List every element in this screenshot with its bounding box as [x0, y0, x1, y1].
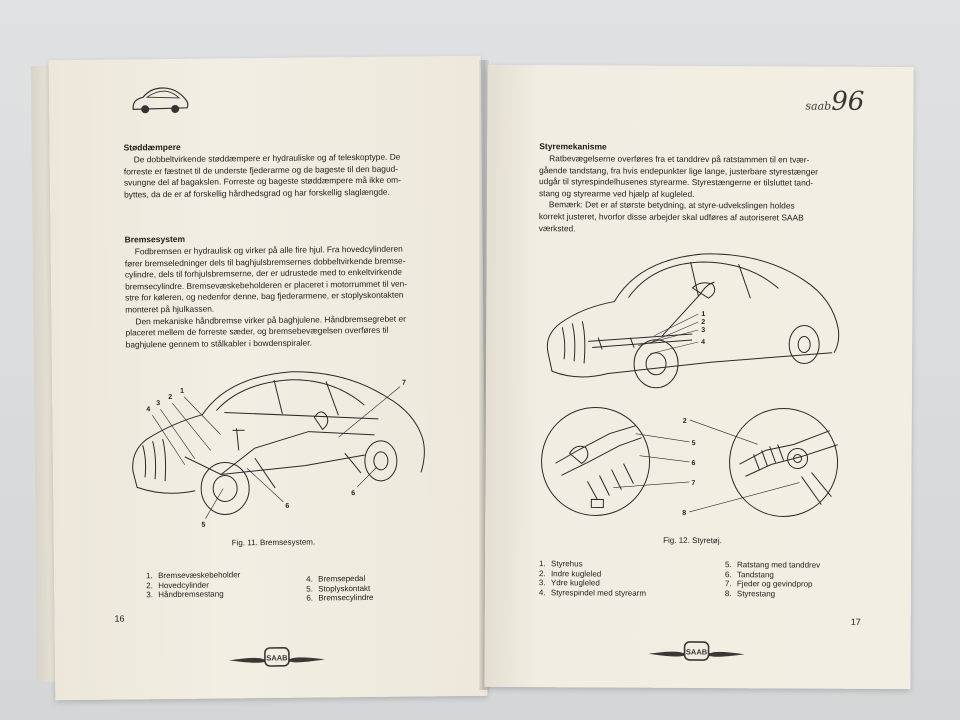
brake-system-illustration — [124, 356, 446, 529]
callout-4: 4 — [146, 406, 151, 414]
legend-number: 2. — [146, 580, 153, 590]
callout-1: 1 — [180, 387, 185, 395]
legend-number: 2. — [538, 568, 546, 578]
legend-left-col1 — [146, 570, 241, 600]
callout-2: 2 — [168, 394, 173, 402]
legend-number: 6. — [724, 569, 732, 579]
legend-item — [725, 589, 820, 599]
figure-caption-11: Fig. 11. Bremsesystem. — [231, 537, 316, 548]
text-line: forreste er fæstnet til de underste fjederarme og de bageste til den bagud- — [123, 163, 399, 177]
legend-label: Styrehus — [550, 559, 583, 569]
legend-item — [146, 589, 240, 600]
text-line: De dobbeltvirkende støddæmpere er hydrauliske og af teleskoptype. De — [133, 151, 401, 165]
legend-item — [306, 593, 373, 603]
text-line: svungne del af bagakslen. Forreste og bageste støddæmpere må ikke om- — [123, 174, 401, 188]
text-line: udgår til styrespindelhusenes styrearme. Styrestængerne er tilsluttet tand- — [538, 176, 814, 188]
text-line: Fodbremsen er hydraulisk og virker på alle fire hjul. Fra hovedcylinderen — [134, 243, 403, 257]
car-thumbnail-icon — [129, 83, 191, 118]
text-line: byttes, da de er af forskellig hårdhedsgrad og har forskellig slaglængde. — [124, 186, 390, 200]
legend-number: 7. — [724, 579, 732, 589]
text-line: korrekt justeret, hvorfor disse arbejder skal udføres af autoriseret SAAB — [538, 211, 804, 223]
emblem-text: SAAB — [685, 647, 708, 657]
text-line: placeret mellem de forreste sæder, og bremsebevægelsen overføres til — [125, 324, 389, 338]
steer-callout-4: 4 — [701, 339, 706, 347]
heading-stoddaempere: Støddæmpere — [123, 141, 181, 153]
legend-number: 4. — [538, 587, 546, 597]
text-line: Ratbevægelserne overføres fra et tanddrev på ratstammen til en tvær- — [549, 153, 810, 165]
paragraph-bremsesystem — [125, 244, 408, 351]
detail-callout-6: 6 — [691, 459, 696, 467]
text-line: Bemærk: Det er af største betydning, at styre-udvekslingen holdes — [548, 199, 795, 211]
left-page — [49, 56, 488, 700]
legend-number: 3. — [538, 578, 546, 588]
emblem-text: SAAB — [266, 653, 288, 663]
page-number-left: 16 — [114, 613, 125, 624]
legend-right-col1 — [539, 559, 646, 598]
legend-item — [725, 570, 820, 580]
callout-7: 7 — [402, 379, 407, 387]
paragraph-styremekanisme — [539, 153, 818, 236]
saab-emblem-icon — [227, 643, 327, 670]
legend-label: Fjeder og gevindprop — [736, 579, 813, 589]
text-line: Den mekaniske håndbremse virker på baghjulene. Håndbremsegrebet er — [135, 313, 406, 326]
legend-left-col2 — [306, 574, 373, 603]
figure-caption-12: Fig. 12. Styretøj. — [663, 535, 722, 546]
heading-bremsesystem: Bremsesystem — [124, 233, 186, 245]
legend-label: Bremsevæskebeholder — [158, 570, 241, 581]
legend-label: Ratstang med tanddrev — [736, 560, 821, 570]
legend-label: Indre kugleled — [550, 568, 602, 579]
text-line: bremsecylindre. Bremsevæskebeholderen er placeret i motorrummet til ven- — [124, 278, 408, 292]
legend-label: Tandstang — [736, 569, 774, 579]
text-line: monteret på hjulkassen. — [125, 303, 215, 315]
legend-label: Styrestang — [736, 588, 776, 599]
steer-callout-1: 1 — [701, 311, 706, 319]
saab-emblem-icon — [646, 638, 746, 665]
legend-item — [539, 569, 646, 579]
legend-label: Styrespindel med styrearm — [550, 588, 647, 598]
legend-label: Ydre kugleled — [550, 578, 600, 588]
legend-number: 1. — [146, 571, 153, 581]
legend-number: 4. — [306, 574, 313, 584]
page-number-right: 17 — [850, 616, 861, 627]
legend-number: 6. — [306, 593, 314, 603]
callout-5: 5 — [201, 521, 206, 529]
text-line: gående tandstang, fra hvis endepunkter lige lange, justerbare styrestænger — [539, 164, 818, 177]
legend-label: Stoplyskontakt — [318, 583, 371, 594]
steering-detail-illustration — [539, 403, 850, 535]
text-line: fører bremseledninger dels til baghjulsbremsernes dobbeltvirkende bremse- — [124, 255, 406, 269]
steer-callout-3: 3 — [701, 327, 706, 335]
legend-label: Hovedcylinder — [158, 580, 209, 590]
text-line: cylindre, dels til forhjulsbremserne, der er udrustede med to enkeltvirkende — [124, 266, 402, 280]
text-line: stang og styrearme ved hjælp af kugleled. — [538, 187, 695, 199]
detail-callout-8: 8 — [682, 509, 687, 517]
detail-callout-7: 7 — [691, 479, 696, 487]
legend-item — [539, 578, 646, 588]
heading-styremekanisme: Styremekanisme — [539, 141, 607, 152]
logo-word: saab — [805, 99, 832, 113]
legend-number: 3. — [146, 590, 153, 600]
legend-number: 8. — [724, 588, 732, 598]
legend-number: 1. — [538, 559, 546, 569]
legend-right-col2 — [725, 560, 820, 599]
legend-label: Bremsecylindre — [318, 593, 374, 603]
callout-6a: 6 — [285, 502, 290, 510]
right-page — [484, 65, 913, 689]
text-line: værksted. — [538, 222, 576, 233]
legend-item — [725, 579, 820, 589]
legend-item — [146, 570, 240, 581]
detail-callout-2: 2 — [682, 417, 687, 425]
saab-96-logo — [805, 87, 864, 117]
text-line: stre for køleren, og nedenfor denne, bag fjederarmene, er stoplyskontakten — [125, 289, 404, 303]
callout-3: 3 — [156, 400, 161, 408]
legend-number: 5. — [306, 584, 313, 594]
legend-number: 5. — [724, 560, 732, 570]
steer-callout-2: 2 — [701, 319, 706, 327]
legend-item — [725, 560, 820, 570]
legend-label: Bremsepedal — [318, 573, 366, 584]
legend-item — [539, 588, 646, 598]
legend-item — [539, 559, 646, 569]
detail-callout-5: 5 — [691, 439, 696, 447]
logo-number: 96 — [831, 86, 865, 117]
legend-label: Håndbremsestang — [158, 589, 224, 600]
callout-6b: 6 — [351, 490, 356, 498]
steering-car-illustration — [542, 243, 843, 395]
text-line: baghjulene gennem to stålkabler i bowdenspiraler. — [125, 337, 312, 350]
paragraph-stoddaempere — [124, 152, 401, 201]
